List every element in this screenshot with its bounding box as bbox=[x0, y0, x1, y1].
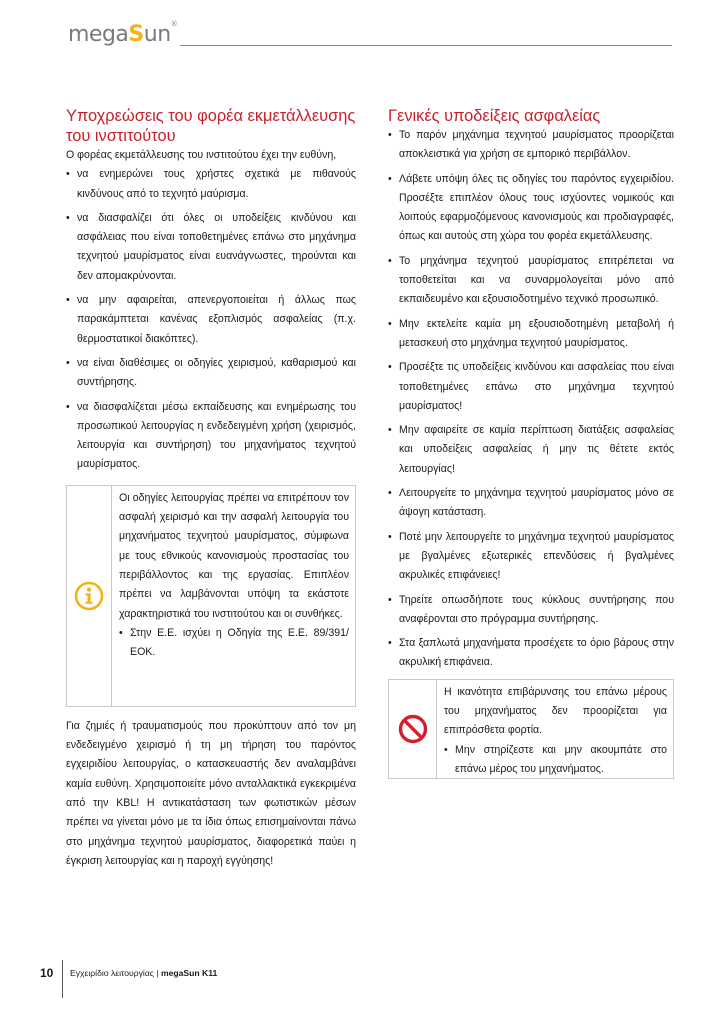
footer-label bbox=[70, 968, 217, 978]
brand-logo bbox=[68, 22, 177, 47]
prohibition-notice-list bbox=[444, 741, 667, 780]
list-item: • Ποτέ μην λειτουργείτε το μηχάνημα τεχνητού μαυρίσματος με βγαλμένες εξωτερικές επενδύσεις ή βγαλμένες ακρυλικές επιφάνειες! bbox=[388, 528, 674, 586]
list-item: • Προσέξτε τις υποδείξεις κινδύνου και ασφαλείας που είναι τοποθετημένες επάνω στο μηχάνημα τεχνητού μαυρίσματος! bbox=[388, 358, 674, 416]
info-notice-text-cell bbox=[112, 486, 355, 706]
footer-separator bbox=[62, 960, 63, 998]
list-item: • να διασφαλίζει ότι όλες οι υποδείξεις κινδύνου και ασφάλειας που είναι τοποθετημένες επάνω στο μηχάνημα τεχνητού μαυρίσματος είναι ευανάγνωστες, τηρούνται και δεν απομακρύνονται. bbox=[66, 209, 356, 286]
liability-paragraph: Για ζημιές ή τραυματισμούς που προκύπτουν από τον μη ενδεδειγμένο χειρισμό ή τη μη τήρηση του παρόντος εγχειριδίου λειτουργίας, ο κατασκευαστής δεν αναλαμβάνει καμία ευθύνη. Χρησιμοποιείτε μόνο ανταλλακτικά εγκεκριμένα από την KBL! Η αντικατάσταση των φωτιστικών μέσων πρέπει να γίνεται μόνο με τα ίδια όπως επισημαίνονται πάνω στο μηχάνημα τεχνητού μαυρίσματος, διαφορετικά παύει η έγκριση λειτουργίας και η παροχή εγγύησης! bbox=[66, 719, 356, 867]
liability-section bbox=[66, 717, 356, 871]
list-item: • Στα ξαπλωτά μηχανήματα προσέχετε το όριο βάρους στην ακρυλική επιφάνεια. bbox=[388, 634, 674, 673]
info-notice-box bbox=[66, 485, 356, 707]
page-number: 10 bbox=[40, 966, 54, 980]
general-safety-heading: Γενικές υποδείξεις ασφαλείας bbox=[388, 107, 601, 125]
logo-sun-letter: S bbox=[128, 22, 144, 47]
logo-suffix: un bbox=[143, 22, 171, 47]
prohibition-notice-box bbox=[388, 679, 674, 779]
list-item: • Λειτουργείτε το μηχάνημα τεχνητού μαυρίσματος μόνο σε άψογη κατάσταση. bbox=[388, 484, 674, 523]
prohibition-icon bbox=[398, 714, 428, 744]
operator-obligations-heading: Υποχρεώσεις του φορέα εκμετάλλευσης του ινστιτούτου bbox=[66, 107, 356, 145]
list-item: • Στην Ε.Ε. ισχύει η Οδηγία της Ε.Ε. 89/391/ΕΟΚ. bbox=[119, 624, 349, 663]
logo-prefix: mega bbox=[68, 22, 129, 47]
general-safety-list bbox=[388, 126, 674, 673]
list-item: • Μην αφαιρείτε σε καμία περίπτωση διατάξεις ασφαλείας και υποδείξεις ασφαλείας ή μην τις θέτετε εκτός λειτουργίας! bbox=[388, 421, 674, 479]
info-notice-text: Οι οδηγίες λειτουργίας πρέπει να επιτρέπουν τον ασφαλή χειρισμό και την ασφαλή λειτουργία του μηχανήματος τεχνητού μαυρίσματος, σύμφωνα με τους εθνικούς κανονισμούς προστασίας του περιβάλλοντος και της εργασίας. Επιπλέον πρέπει να λαμβάνονται υπόψη τα εκάστοτε χαρακτηριστικά του ινστιτούτου και οι συνθήκες. bbox=[119, 491, 349, 620]
list-item: • να ενημερώνει τους χρήστες σχετικά με πιθανούς κινδύνους από το τεχνητό μαύρισμα. bbox=[66, 165, 356, 204]
right-column bbox=[388, 106, 674, 779]
list-item: • Μην εκτελείτε καμία μη εξουσιοδοτημένη μεταβολή ή μετασκευή στο μηχάνημα τεχνητού μαυρίσματος. bbox=[388, 315, 674, 354]
left-column bbox=[66, 106, 356, 871]
list-item: • να διασφαλίζεται μέσω εκπαίδευσης και ενημέρωσης του προσωπικού λειτουργίας η ενδεδειγμένη χρήση (χειρισμός, λειτουργία και συντήρηση) του μηχανήματος τεχνητού μαυρίσματος. bbox=[66, 398, 356, 475]
footer-product-name: megaSun K11 bbox=[160, 968, 218, 978]
list-item: • Τηρείτε οπωσδήποτε τους κύκλους συντήρησης που αναφέρονται στο πρόγραμμα συντήρησης. bbox=[388, 591, 674, 630]
logo-registered-mark: ® bbox=[170, 20, 178, 28]
list-item: • να μην αφαιρείται, απενεργοποιείται ή άλλως πως παρακάμπτεται κανένας εξοπλισμός ασφαλείας (π.χ. θερμοστατικοί διακόπτες). bbox=[66, 291, 356, 349]
footer-doc-label: Εγχειρίδιο λειτουργίας | bbox=[70, 968, 161, 978]
info-notice-list bbox=[119, 624, 349, 663]
list-item: • Μην στηρίζεστε και μην ακουμπάτε στο επάνω μέρος του μηχανήματος. bbox=[444, 741, 667, 780]
operator-obligations-intro: Ο φορέας εκμετάλλευσης του ινστιτούτου έχει την ευθύνη, bbox=[66, 149, 337, 161]
list-item: • Λάβετε υπόψη όλες τις οδηγίες του παρόντος εγχειριδίου. Προσέξτε επιπλέον όλους τους ισχύοντες νομικούς και λοιπούς εφαρμοζόμενους κανονισμούς και προδιαγραφές, όπως και αυτούς στη χώρα του φορέα εκμετάλλευσης. bbox=[388, 170, 674, 247]
list-item: • Το μηχάνημα τεχνητού μαυρίσματος επιτρέπεται να τοποθετείται και να συναρμολογείται μόνο από εκπαιδευμένο και εξουσιοδοτημένο τεχνικό προσωπικό. bbox=[388, 252, 674, 310]
info-icon bbox=[74, 581, 104, 611]
header-rule bbox=[180, 45, 672, 46]
operator-obligations-list bbox=[66, 165, 356, 474]
list-item: • να είναι διαθέσιμες οι οδηγίες χειρισμού, καθαρισμού και συντήρησης. bbox=[66, 354, 356, 393]
prohibition-notice-icon-cell bbox=[389, 680, 437, 778]
list-item: • Το παρόν μηχάνημα τεχνητού μαυρίσματος προορίζεται αποκλειστικά για χρήση σε εμπορικό περιβάλλον. bbox=[388, 126, 674, 165]
info-notice-icon-cell bbox=[67, 486, 112, 706]
prohibition-notice-text: Η ικανότητα επιβάρυνσης του επάνω μέρους του μηχανήματος δεν προορίζεται για επιπρόσθετα φορτία. bbox=[444, 685, 667, 737]
prohibition-notice-text-cell bbox=[437, 680, 673, 778]
